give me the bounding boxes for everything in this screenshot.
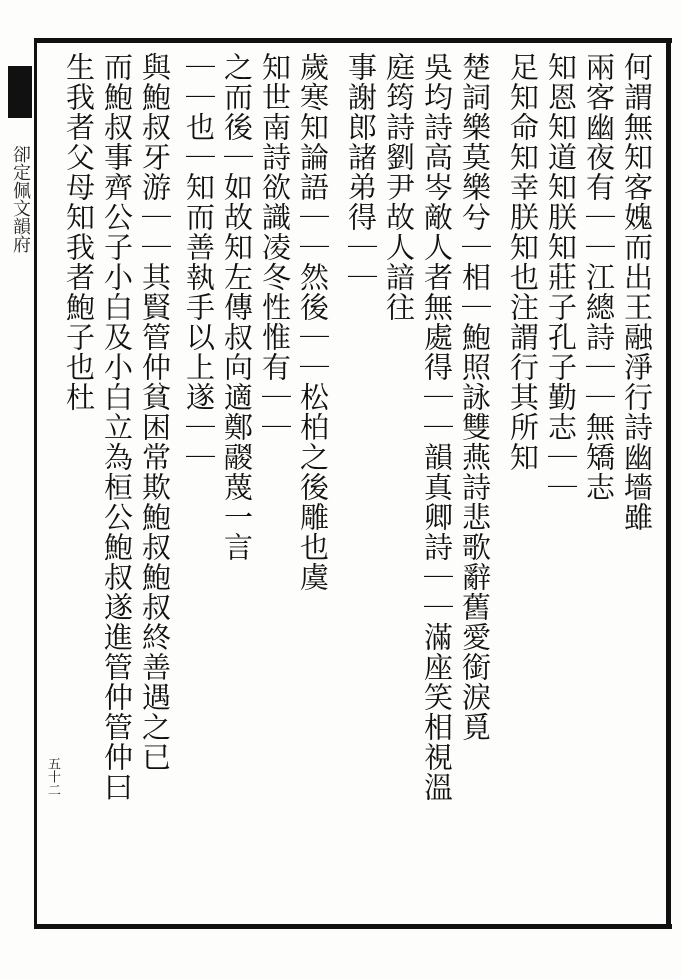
text-column-6: 吳均詩高岑敵人者無處得｜｜韻真卿詩｜｜滿座笑相視溫 [420, 52, 454, 802]
fore-edge-black-tab [8, 66, 32, 118]
bottom-border-rule [34, 924, 672, 929]
top-border-rule [34, 38, 672, 43]
text-column-11: 之而後｜如故知左傳叔向適鄭鬷蔑一言 [220, 52, 254, 562]
text-column-2: 兩客幽夜有｜｜江總詩｜｜無矯志 [582, 52, 616, 502]
text-column-9: 歲寒知論語｜｜然後｜｜松柏之後雕也虞 [296, 52, 330, 592]
text-column-7: 庭筠詩劉尹故人諳往 [382, 52, 416, 322]
text-column-13: 與鮑叔牙游｜｜其賢管仲貧困常欺鮑叔鮑叔終善遇之已 [138, 52, 172, 772]
text-column-14: 而鮑叔事齊公子小白及小白立為桓公鮑叔遂進管仲管仲曰 [100, 52, 134, 802]
text-column-5: 楚詞樂莫樂兮｜相｜鮑照詠雙燕詩悲歌辭舊愛銜淚覓 [458, 52, 492, 742]
text-column-12: ｜｜也｜知而善執手以上遂｜｜ [182, 52, 216, 472]
text-column-4: 足知命知幸朕知也注謂行其所知 [506, 52, 540, 472]
fore-edge-title: 卻定佩文韻府 [10, 145, 31, 253]
page-number: 五十二 [45, 757, 60, 796]
text-column-8: 事謝郎諸弟得｜｜ [344, 52, 378, 292]
outer-right-border-rule [666, 38, 671, 929]
text-column-1: 何謂無知客媿而出王融淨行詩幽墻雖 [620, 52, 654, 532]
text-column-3: 知恩知道知朕知莊子孔子勤志｜｜ [544, 52, 578, 502]
text-column-10: 知世南詩欲識凌冬性惟有｜｜ [258, 52, 292, 442]
text-column-15: 生我者父母知我者鮑子也杜 [62, 52, 96, 412]
inner-left-border-rule [34, 38, 37, 929]
fore-edge-margin [2, 60, 32, 920]
